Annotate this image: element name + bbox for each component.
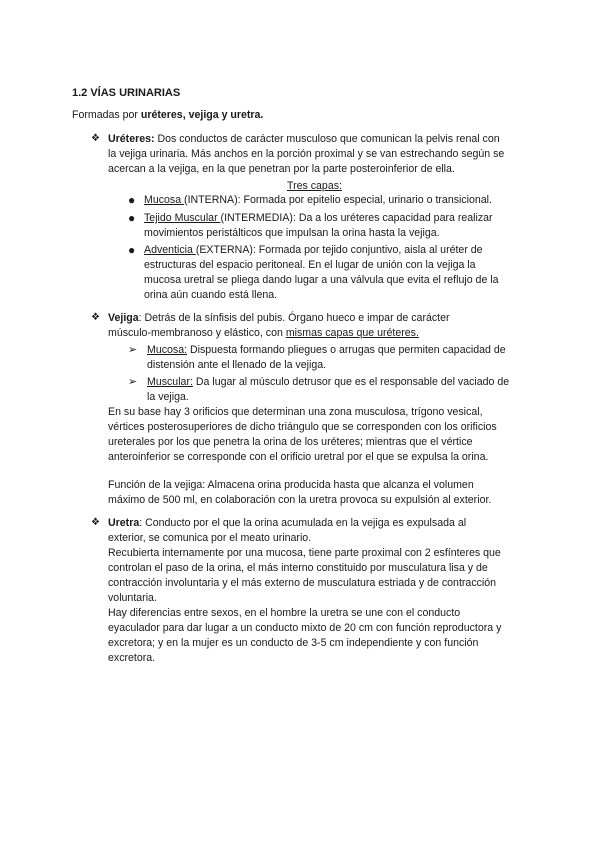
capa-adventicia-line-3: mucosa uretral se pliega dando lugar a una válvula que evita el reflujo de la [144,274,499,286]
vejiga-funcion-line-2: máximo de 500 ml, en colaboración con la uretra provoca su expulsión al exterior. [108,494,492,506]
vejiga-base-line-3: ureterales por los que penetra la orina de los uréteres; mientras que el vértice [108,436,473,448]
vejiga-base-line-2: vértices posterosuperiores de dicho triángulo que se corresponden con los orificios [108,421,497,433]
vejiga-term: Vejiga [108,312,139,324]
vejiga-capa-muscular: Muscular: Da lugar al músculo detrusor que es el responsable del vaciado de [147,376,510,388]
vejiga-line-2: músculo-membranoso y elástico, con mismas capas que uréteres. [108,327,419,339]
capa-adventicia-term: Adventicia [144,244,196,256]
uretra-line-3: Recubierta internamente por una mucosa, tiene parte proximal con 2 esfínteres que [108,547,501,559]
capa-muscular-term: Tejido Muscular [144,212,221,224]
ureteres-line-3: acercan a la vejiga, en la que penetran por la parte posteroinferior de ella. [108,163,455,175]
capas-title: Tres capas: [287,180,342,192]
capa-muscular-line-2: movimientos peristálticos que impulsan la orina hasta la vejiga. [144,227,440,239]
vejiga-base-line-4: anteroinferior se corresponde con el orificio uretral por el que se expulsa la orina. [108,451,489,463]
capa-adventicia-line-2: estructuras del espacio peritoneal. En el lugar de unión con la vejiga la [144,259,476,271]
intro-prefix: Formadas por [72,109,141,121]
arrow-bullet-icon: ➢ [128,344,138,356]
uretra-line-8: eyaculador para dar lugar a un conducto mixto de 20 cm con función reproductora y [108,622,502,634]
uretra-line-1: Uretra: Conducto por el que la orina acumulada en la vejiga es expulsada al [108,517,467,529]
vejiga-base-line-1: En su base hay 3 orificios que determinan una zona musculosa, trígono vesical, [108,406,483,418]
uretra-line-10: excretora. [108,652,156,664]
dot-bullet-icon: ● [128,243,136,257]
ureteres-line-2: la vejiga urinaria. Más anchos en la porción proximal y se van estrechando según se [108,148,505,160]
intro-bold: uréteres, vejiga y uretra. [140,109,264,121]
capa-adventicia: Adventicia (EXTERNA): Formada por tejido conjuntivo, aisla al uréter de [144,244,483,256]
dot-bullet-icon: ● [128,193,136,207]
vejiga-funcion-line-1: Función de la vejiga: Almacena orina producida hasta que alcanza el volumen [108,479,474,491]
capa-mucosa: Mucosa (INTERNA): Formada por epitelio especial, urinario o transicional. [144,194,492,206]
vejiga-capa-muscular-line-2: la vejiga. [147,391,189,403]
uretra-line-6: voluntaria. [108,592,157,604]
ureteres-line-1: Uréteres: Dos conductos de carácter musculoso que comunican la pelvis renal con [108,133,500,145]
uretra-line-9: excretora; y en la mujer es un conducto de 3-5 cm independiente y con función [108,637,479,649]
vejiga-muscular-term: Muscular: [147,376,193,388]
intro-paragraph [72,108,263,123]
capa-adventicia-line-4: orina aún cuando está llena. [144,289,278,301]
vejiga-capa-mucosa: Mucosa: Dispuesta formando pliegues o arrugas que permiten capacidad de [147,344,506,356]
section-title: 1.2 VÍAS URINARIAS [72,87,181,99]
uretra-line-5: contracción involuntaria y el más externo de musculatura estriada y de contracción [108,577,497,589]
vejiga-capa-mucosa-line-2: distensión ante el llenado de la vejiga. [147,359,327,371]
uretra-line-7: Hay diferencias entre sexos, en el hombre la uretra se une con el conducto [108,607,461,619]
ureteres-term: Uréteres: [108,133,155,145]
capa-muscular: Tejido Muscular (INTERMEDIA): Da a los uréteres capacidad para realizar [144,212,493,224]
vejiga-mucosa-term: Mucosa: [147,344,188,356]
vejiga-line-1: Vejiga: Detrás de la sínfisis del pubis. Órgano hueco e impar de carácter [108,312,450,324]
uretra-term: Uretra [108,517,140,529]
uretra-line-2: exterior, se comunica por el meato urinario. [108,532,312,544]
uretra-line-4: controlan el paso de la orina, el más interno constituido por musculatura lisa y de [108,562,488,574]
diamond-bullet-icon: ❖ [91,133,100,144]
diamond-bullet-icon: ❖ [91,517,100,528]
dot-bullet-icon: ● [128,211,136,225]
arrow-bullet-icon: ➢ [128,376,138,388]
diamond-bullet-icon: ❖ [91,312,100,323]
capa-mucosa-term: Mucosa [144,194,185,206]
